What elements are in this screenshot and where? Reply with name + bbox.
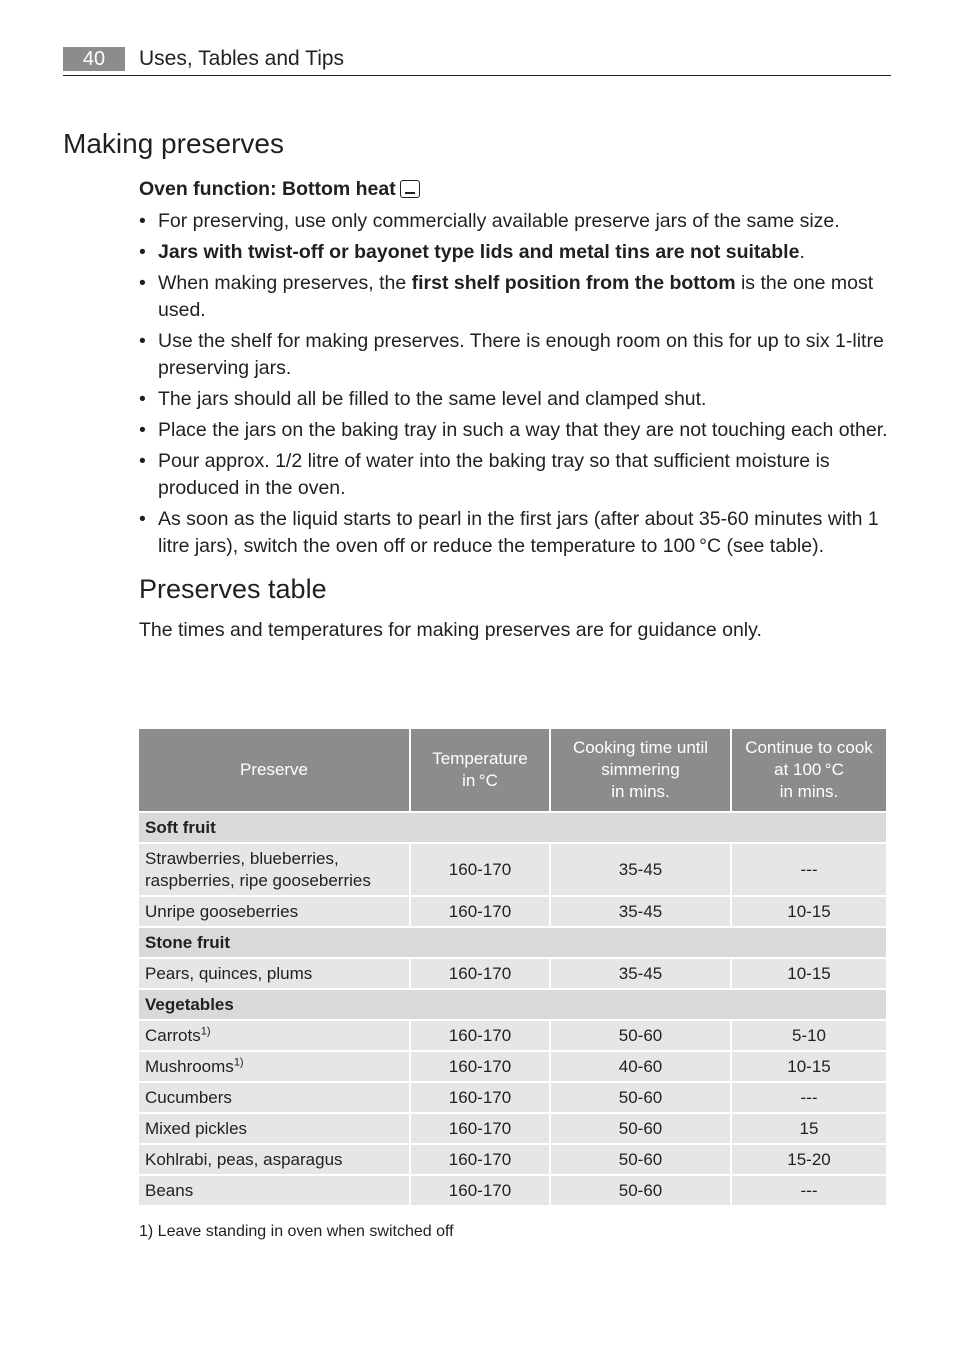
continue-time-cell: 15 — [732, 1114, 886, 1143]
temperature-cell: 160-170 — [411, 1021, 549, 1050]
temperature-cell: 160-170 — [411, 1176, 549, 1205]
list-item: • For preserving, use only commercially available preserve jars of the same size. — [139, 208, 891, 235]
temperature-cell: 160-170 — [411, 844, 549, 895]
table-row — [139, 1052, 886, 1081]
preserve-name: Cucumbers — [145, 1087, 232, 1107]
temperature-cell: 160-170 — [411, 897, 549, 926]
page-header — [63, 47, 891, 76]
simmering-time-cell: 35-45 — [551, 959, 730, 988]
simmering-time-cell: 35-45 — [551, 844, 730, 895]
footnote-marker: 1) — [233, 1055, 244, 1068]
table-row — [139, 959, 886, 988]
table-row — [139, 897, 886, 926]
preserves-table — [137, 727, 888, 1207]
column-header-preserve: Preserve — [139, 729, 409, 811]
preserve-cell — [139, 897, 409, 926]
temperature-cell: 160-170 — [411, 1083, 549, 1112]
column-header-continue: Continue to cook at 100 °C in mins. — [732, 729, 886, 811]
temperature-cell: 160-170 — [411, 959, 549, 988]
continue-time-cell: --- — [732, 1083, 886, 1112]
continue-time-cell: 5-10 — [732, 1021, 886, 1050]
preserve-name: Kohlrabi, peas, asparagus — [145, 1149, 343, 1169]
preserve-name: Mixed pickles — [145, 1118, 248, 1138]
group-label: Soft fruit — [139, 813, 886, 842]
column-header-temperature: Temperature in °C — [411, 729, 549, 811]
table-header-row — [139, 729, 886, 811]
table-row — [139, 844, 886, 895]
list-item: • When making preserves, the first shelf position from the bottom is the one most used. — [139, 270, 891, 324]
bottom-heat-icon — [400, 180, 420, 198]
list-item: • The jars should all be filled to the same level and clamped shut. — [139, 386, 891, 413]
table-row — [139, 1145, 886, 1174]
continue-time-cell: 10-15 — [732, 959, 886, 988]
preserve-name: Beans — [145, 1180, 194, 1200]
footnote: 1) Leave standing in oven when switched off — [139, 1223, 454, 1240]
simmering-time-cell: 50-60 — [551, 1176, 730, 1205]
oven-function — [139, 174, 891, 204]
preserve-name: Pears, quinces, plums — [145, 963, 313, 983]
preserve-cell — [139, 844, 409, 895]
page-number: 40 — [63, 47, 125, 71]
table-row — [139, 1021, 886, 1050]
simmering-time-cell: 40-60 — [551, 1052, 730, 1081]
preserve-cell — [139, 1114, 409, 1143]
table-section-title: Preserves table — [139, 574, 327, 604]
column-header-simmering: Cooking time until simmering in mins. — [551, 729, 730, 811]
table-group-row — [139, 990, 886, 1019]
preserve-cell — [139, 959, 409, 988]
table-intro: The times and temperatures for making preserves are for guidance only. — [139, 619, 762, 641]
footnote-marker: 1) — [200, 1024, 211, 1037]
simmering-time-cell: 50-60 — [551, 1021, 730, 1050]
preserve-name: Strawberries, blueberries, raspberries, ripe gooseberries — [145, 848, 371, 890]
temperature-cell: 160-170 — [411, 1114, 549, 1143]
preserve-cell — [139, 1021, 409, 1050]
preserve-cell — [139, 1145, 409, 1174]
preserve-name: Unripe gooseberries — [145, 901, 299, 921]
list-item: • Use the shelf for making preserves. There is enough room on this for up to six 1-litre preserving jars. — [139, 328, 891, 382]
continue-time-cell: 15-20 — [732, 1145, 886, 1174]
table-group-row — [139, 813, 886, 842]
preserve-cell — [139, 1083, 409, 1112]
group-label: Stone fruit — [139, 928, 886, 957]
table-row — [139, 1114, 886, 1143]
simmering-time-cell: 50-60 — [551, 1114, 730, 1143]
list-item: • As soon as the liquid starts to pearl in the first jars (after about 35-60 minutes with 1 litre jars), switch the oven off or reduce the temperature to 100 °C (see table). — [139, 506, 891, 560]
preserve-name: Mushrooms — [145, 1056, 234, 1076]
preserve-cell — [139, 1176, 409, 1205]
list-item: • Jars with twist-off or bayonet type lids and metal tins are not suitable. — [139, 239, 891, 266]
oven-function-label: Oven function: Bottom heat — [139, 178, 396, 200]
table-row — [139, 1083, 886, 1112]
table-group-row — [139, 928, 886, 957]
list-item: • Place the jars on the baking tray in such a way that they are not touching each other. — [139, 417, 891, 444]
simmering-time-cell: 50-60 — [551, 1145, 730, 1174]
instruction-list — [139, 208, 891, 560]
simmering-time-cell: 35-45 — [551, 897, 730, 926]
content — [139, 174, 891, 644]
preserve-name: Carrots — [145, 1025, 201, 1045]
continue-time-cell: 10-15 — [732, 897, 886, 926]
section-label: Uses, Tables and Tips — [139, 47, 345, 70]
temperature-cell: 160-170 — [411, 1052, 549, 1081]
list-item: • Pour approx. 1/2 litre of water into the baking tray so that sufficient moisture is produced in the oven. — [139, 448, 891, 502]
group-label: Vegetables — [139, 990, 886, 1019]
table-row — [139, 1176, 886, 1205]
page-title: Making preserves — [63, 128, 284, 159]
preserve-cell — [139, 1052, 409, 1081]
continue-time-cell: --- — [732, 844, 886, 895]
continue-time-cell: 10-15 — [732, 1052, 886, 1081]
simmering-time-cell: 50-60 — [551, 1083, 730, 1112]
continue-time-cell: --- — [732, 1176, 886, 1205]
temperature-cell: 160-170 — [411, 1145, 549, 1174]
